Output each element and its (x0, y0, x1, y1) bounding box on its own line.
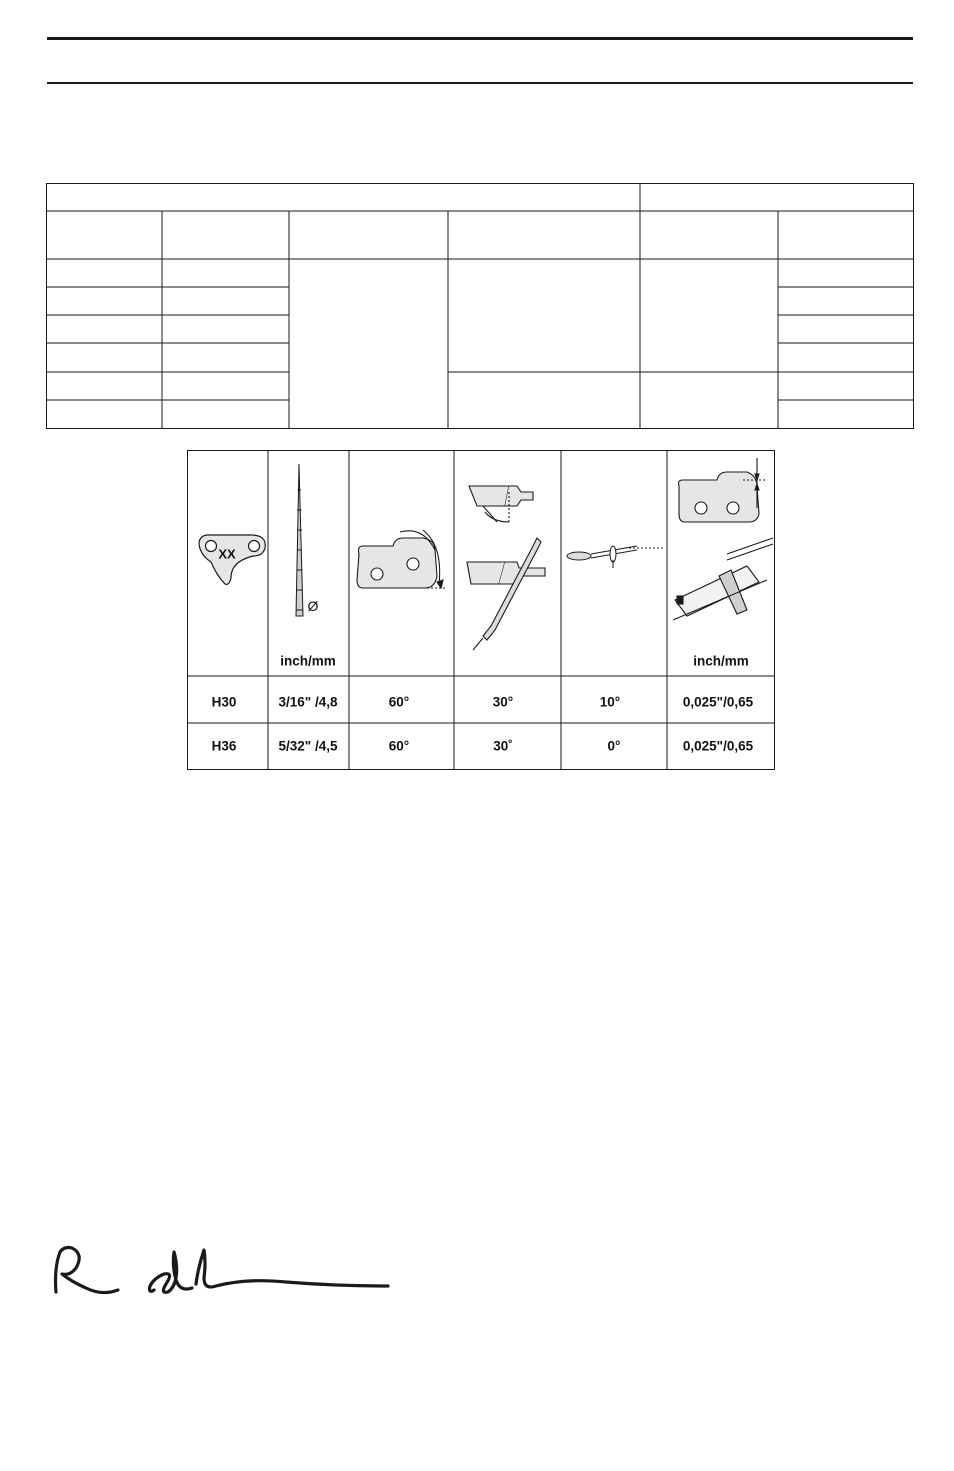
depth-unit-header: inch/mm (693, 653, 749, 669)
signature (46, 1238, 396, 1308)
top-plate-angle-icon (357, 530, 445, 588)
row2-angle-side: 30˚ (493, 738, 513, 754)
side-plate-angle-icon (467, 486, 545, 650)
top-rule (47, 37, 913, 40)
row1-chain: H30 (211, 694, 237, 710)
row2-angle-tilt: 0° (607, 738, 621, 754)
second-rule (47, 82, 913, 84)
row2-chain: H36 (211, 738, 237, 754)
row1-angle-side: 30° (492, 694, 514, 710)
row1-angle-tilt: 10° (599, 694, 621, 710)
row2-depth: 0,025"/0,65 (682, 738, 754, 754)
sharpening-table (187, 450, 775, 770)
specification-table-grid (46, 183, 914, 429)
diameter-symbol: Ø (307, 598, 319, 614)
row2-angle-top: 60° (388, 738, 410, 754)
specification-table (46, 183, 914, 429)
file-tilt-angle-icon (567, 546, 665, 568)
row2-file: 5/32" /4,5 (278, 738, 338, 754)
tooth-marking-label: XX (218, 546, 236, 562)
row1-angle-top: 60° (388, 694, 410, 710)
sharpening-table-grid (187, 450, 775, 770)
round-file-icon (296, 464, 303, 616)
row1-depth: 0,025"/0,65 (682, 694, 754, 710)
row1-file: 3/16" /4,8 (278, 694, 338, 710)
file-unit-header: inch/mm (280, 653, 336, 669)
handwritten-signature-icon (46, 1238, 396, 1308)
depth-gauge-icon (673, 458, 773, 620)
